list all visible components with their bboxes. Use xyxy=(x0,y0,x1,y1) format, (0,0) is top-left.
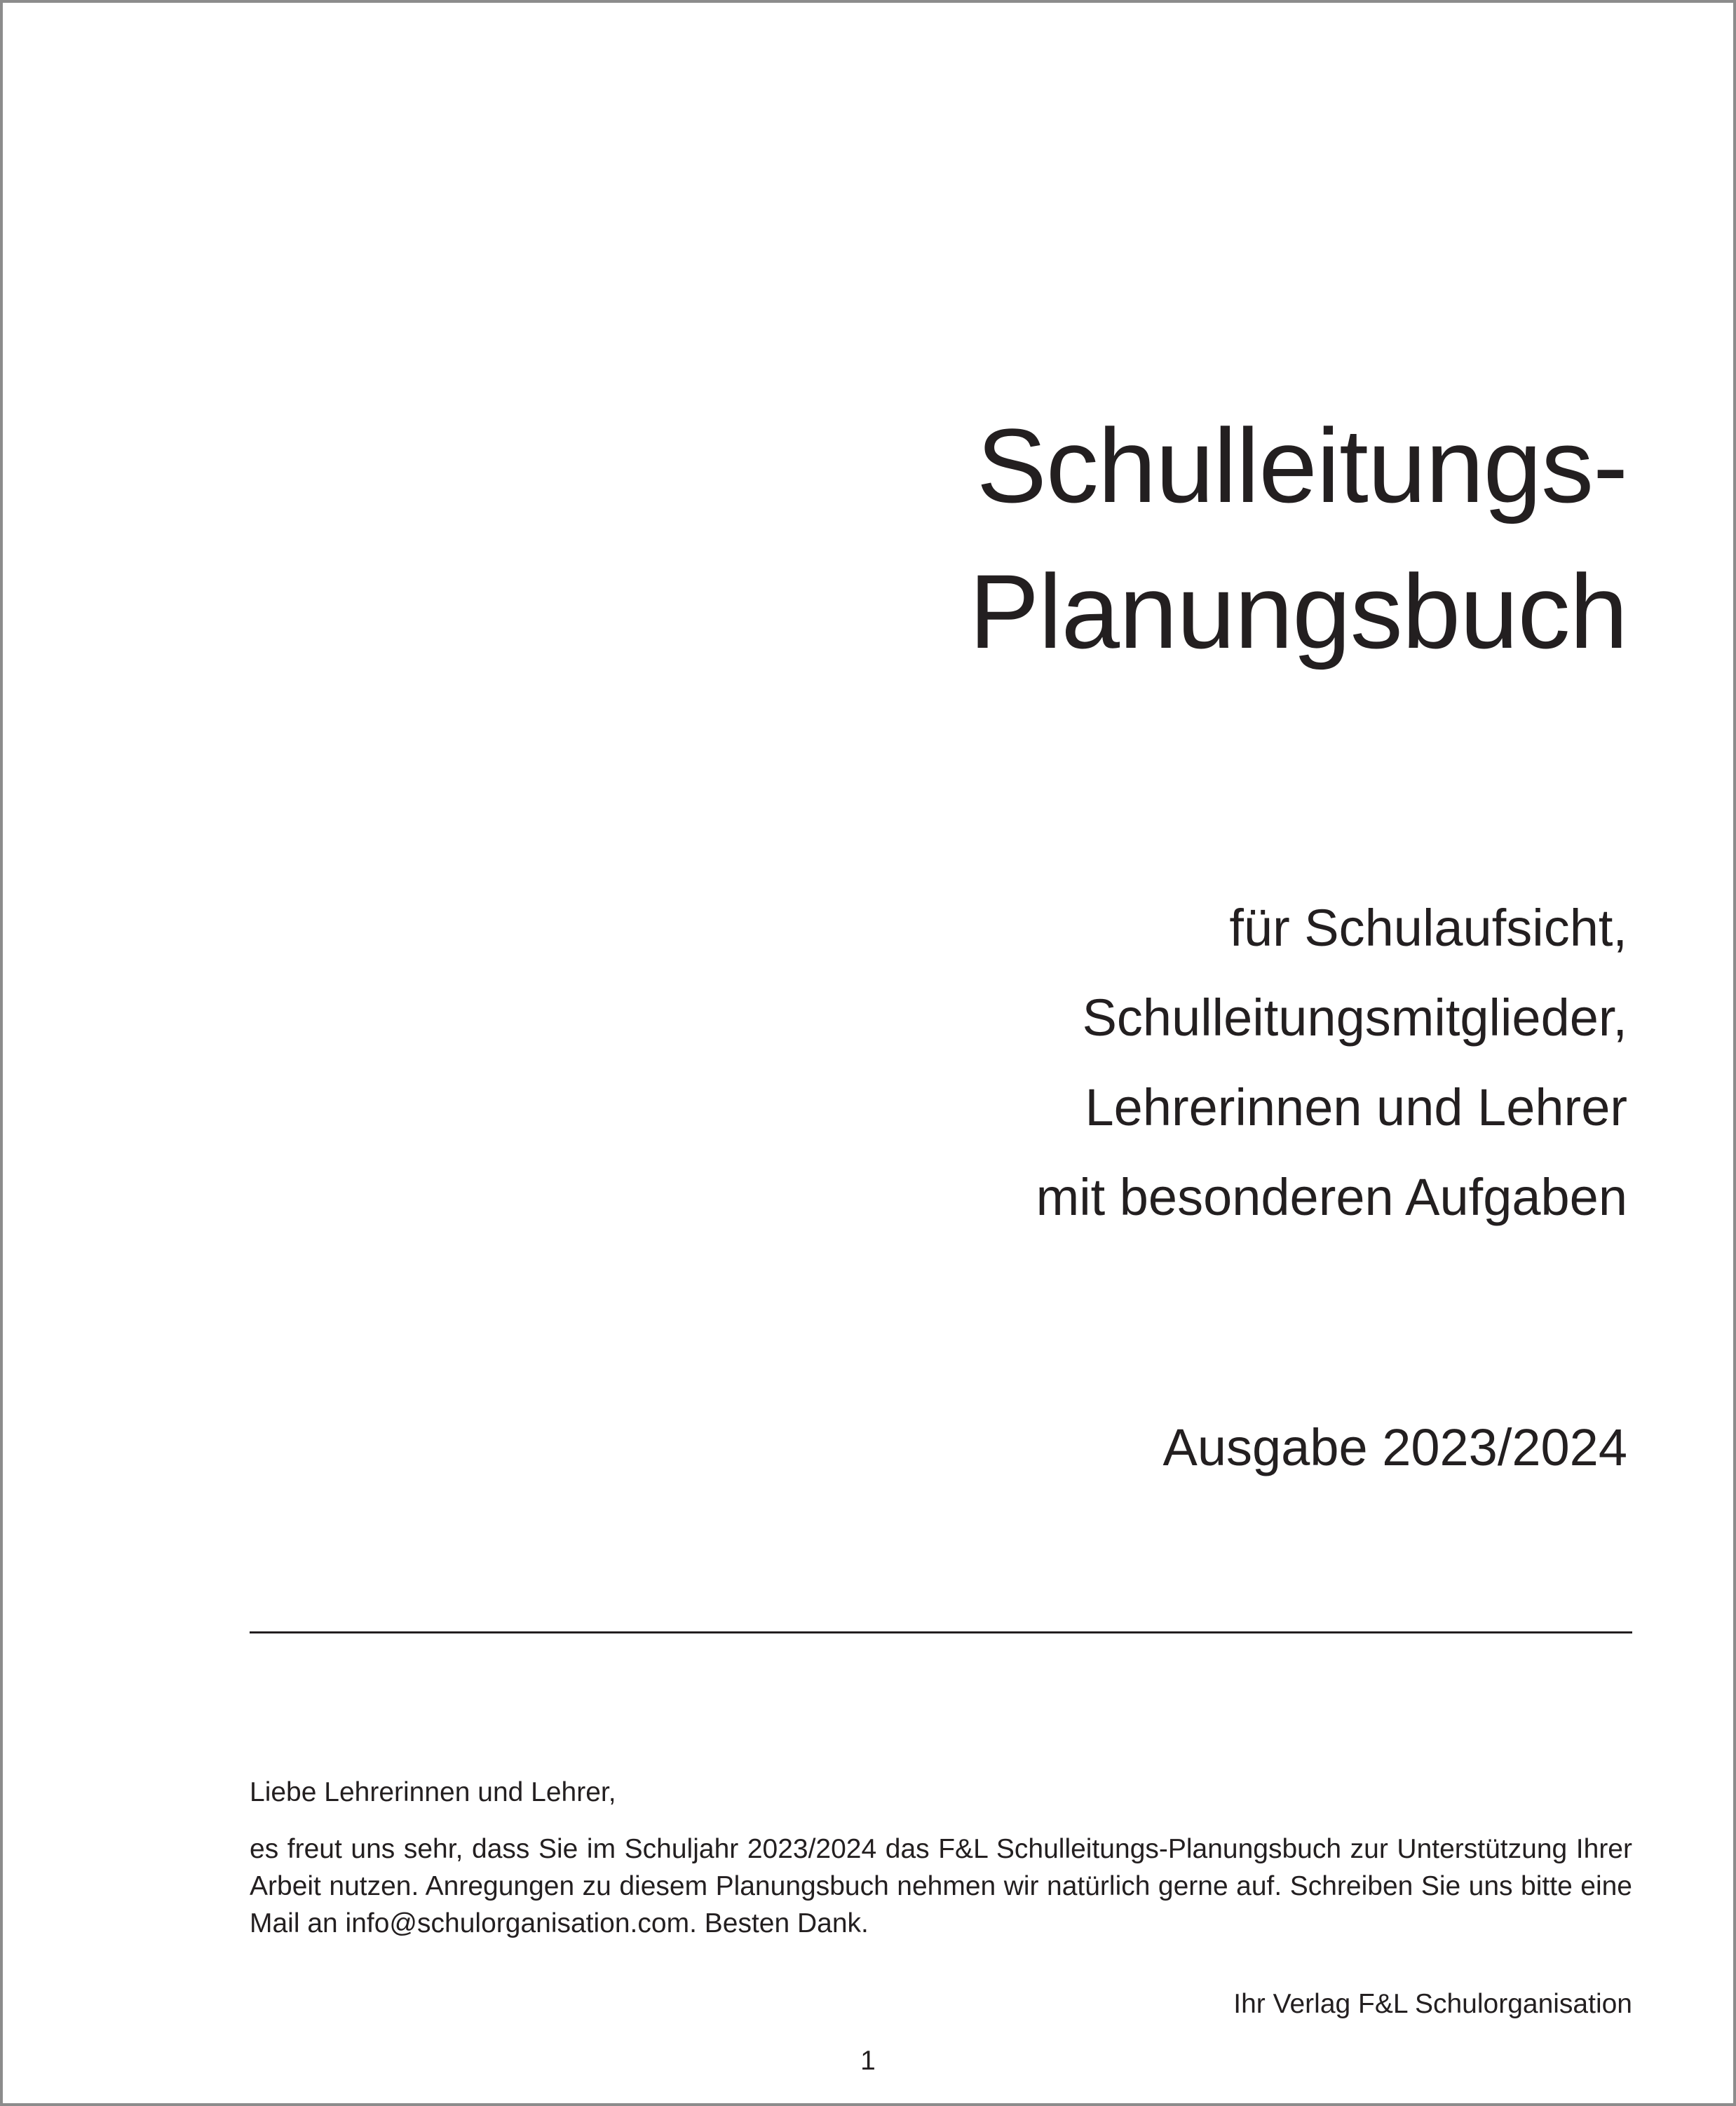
horizontal-divider xyxy=(250,1631,1632,1633)
subtitle-line: Lehrerinnen und Lehrer xyxy=(1085,1078,1627,1136)
audience-subtitle xyxy=(1036,883,1627,1242)
publisher-letter xyxy=(250,1774,1632,1942)
subtitle-line: Schulleitungsmitglieder, xyxy=(1082,989,1627,1047)
subtitle-line: mit besonderen Aufgaben xyxy=(1036,1168,1627,1226)
letter-signature: Ihr Verlag F&L Schulorganisation xyxy=(1233,1989,1632,2019)
letter-greeting: Liebe Lehrerinnen und Lehrer, xyxy=(250,1777,616,1807)
book-title-line-1: Schulleitungs- xyxy=(976,407,1627,524)
page-number: 1 xyxy=(860,2046,876,2076)
subtitle-line: für Schulaufsicht, xyxy=(1229,899,1627,957)
book-title-line-2: Planungsbuch xyxy=(969,552,1627,670)
book-title xyxy=(969,393,1627,684)
edition-label: Ausgabe 2023/2024 xyxy=(1162,1418,1627,1476)
letter-body: es freut uns sehr, dass Sie im Schuljahr 2023/2024 das F&L Schulleitungs-Planungsbuch zur Unterstützung Ihrer Arbeit nutzen. Anregungen zu diesem Planungsbuch nehmen wir natürlich gerne auf. Schreiben Sie uns bitte eine Mail an info@schulorganisation.com. Besten Dank. xyxy=(250,1834,1632,1938)
